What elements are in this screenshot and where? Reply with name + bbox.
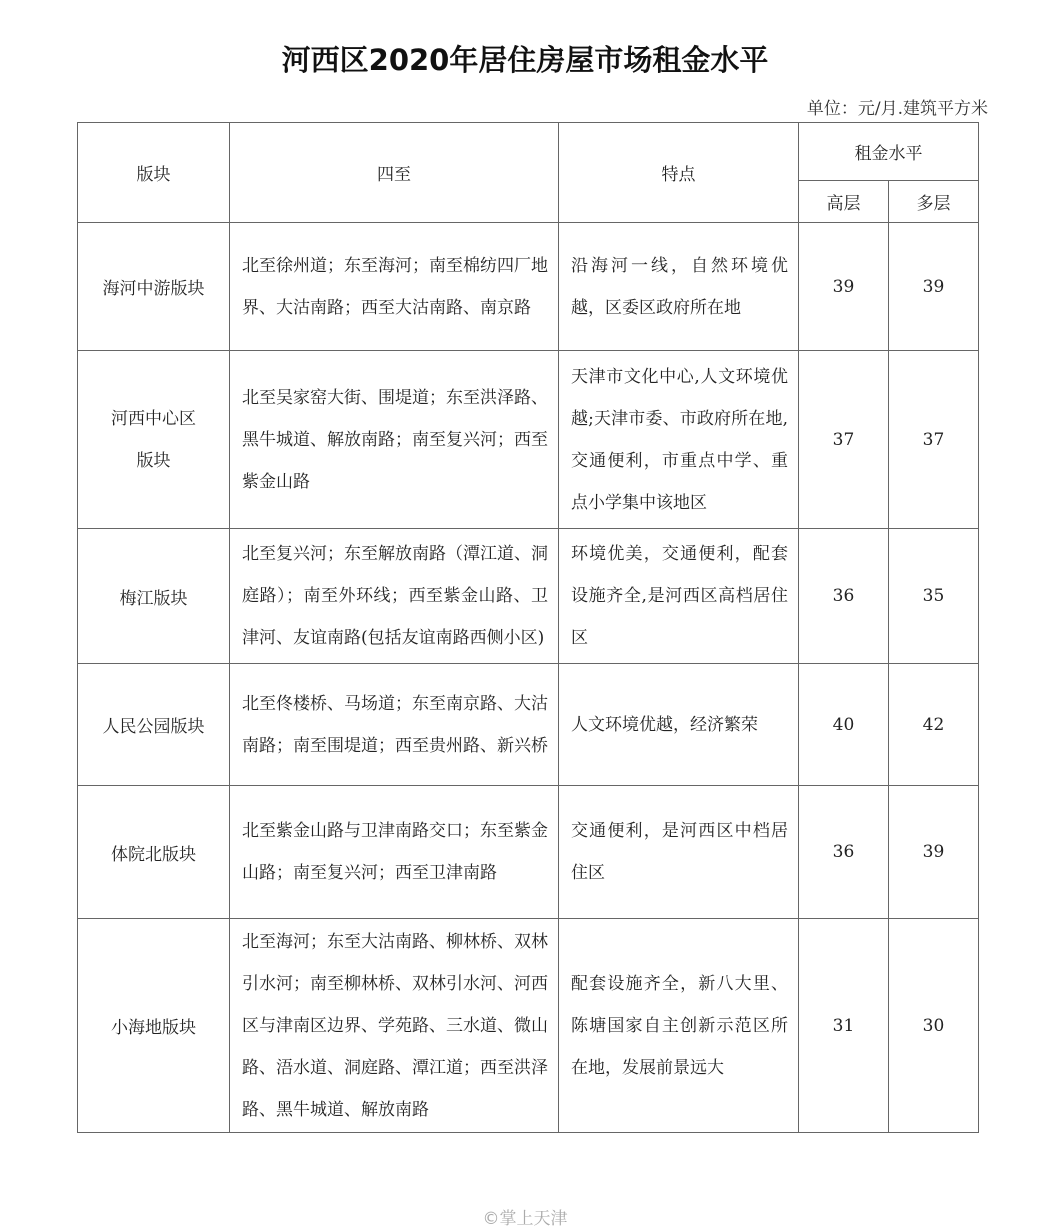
watermark: ©掌上天津: [482, 1209, 568, 1229]
unit-label: 单位：元/月.建筑平方米: [806, 99, 988, 119]
block-name: 梅江版块: [78, 529, 230, 664]
bounds-cell: 北至吴家窑大街、围堤道；东至洪泽路、黑牛城道、解放南路；南至复兴河；西至紫金山路: [230, 351, 559, 529]
table-row: [78, 664, 979, 786]
bounds-cell: 北至海河；东至大沽南路、柳林桥、双林引水河；南至柳林桥、双林引水河、河西区与津南区边界、学苑路、三水道、微山路、浯水道、洞庭路、潭江道；西至洪泽路、黑牛城道、解放南路: [230, 919, 559, 1133]
block-name: 体院北版块: [78, 786, 230, 919]
header-block: 版块: [78, 123, 230, 223]
header-features: 特点: [559, 123, 799, 223]
rent-multi: 30: [889, 919, 979, 1133]
block-name: 小海地版块: [78, 919, 230, 1133]
features-cell: 交通便利，是河西区中档居住区: [559, 786, 799, 919]
rent-high: 39: [799, 223, 889, 351]
features-cell: 环境优美，交通便利，配套设施齐全,是河西区高档居住区: [559, 529, 799, 664]
rent-high: 36: [799, 786, 889, 919]
rent-high: 31: [799, 919, 889, 1133]
block-name: 河西中心区版块: [78, 351, 230, 529]
rent-multi: 39: [889, 786, 979, 919]
features-cell: 人文环境优越，经济繁荣: [559, 664, 799, 786]
bounds-cell: 北至佟楼桥、马场道；东至南京路、大沽南路；南至围堤道；西至贵州路、新兴桥: [230, 664, 559, 786]
bounds-cell: 北至徐州道；东至海河；南至棉纺四厂地界、大沽南路；西至大沽南路、南京路: [230, 223, 559, 351]
table-row: [78, 919, 979, 1133]
header-row: [78, 123, 979, 181]
rent-multi: 42: [889, 664, 979, 786]
header-multi: 多层: [889, 181, 979, 223]
table-row: [78, 351, 979, 529]
features-cell: 配套设施齐全，新八大里、陈塘国家自主创新示范区所在地，发展前景远大: [559, 919, 799, 1133]
page-title: 河西区2020年居住房屋市场租金水平: [281, 43, 769, 77]
features-cell: 沿海河一线，自然环境优越，区委区政府所在地: [559, 223, 799, 351]
rent-high: 36: [799, 529, 889, 664]
rent-table: [77, 122, 979, 1133]
features-cell: 天津市文化中心,人文环境优越;天津市委、市政府所在地,交通便利，市重点中学、重点小学集中该地区: [559, 351, 799, 529]
block-name: 海河中游版块: [78, 223, 230, 351]
bounds-cell: 北至紫金山路与卫津南路交口；东至紫金山路；南至复兴河；西至卫津南路: [230, 786, 559, 919]
rent-high: 40: [799, 664, 889, 786]
header-high: 高层: [799, 181, 889, 223]
rent-multi: 37: [889, 351, 979, 529]
table-row: [78, 786, 979, 919]
rent-multi: 35: [889, 529, 979, 664]
rent-multi: 39: [889, 223, 979, 351]
rent-high: 37: [799, 351, 889, 529]
bounds-cell: 北至复兴河；东至解放南路（潭江道、洞庭路）；南至外环线；西至紫金山路、卫津河、友谊南路(包括友谊南路西侧小区): [230, 529, 559, 664]
header-bounds: 四至: [230, 123, 559, 223]
header-rent: 租金水平: [799, 123, 979, 181]
table-row: [78, 529, 979, 664]
table-row: [78, 223, 979, 351]
block-name: 人民公园版块: [78, 664, 230, 786]
